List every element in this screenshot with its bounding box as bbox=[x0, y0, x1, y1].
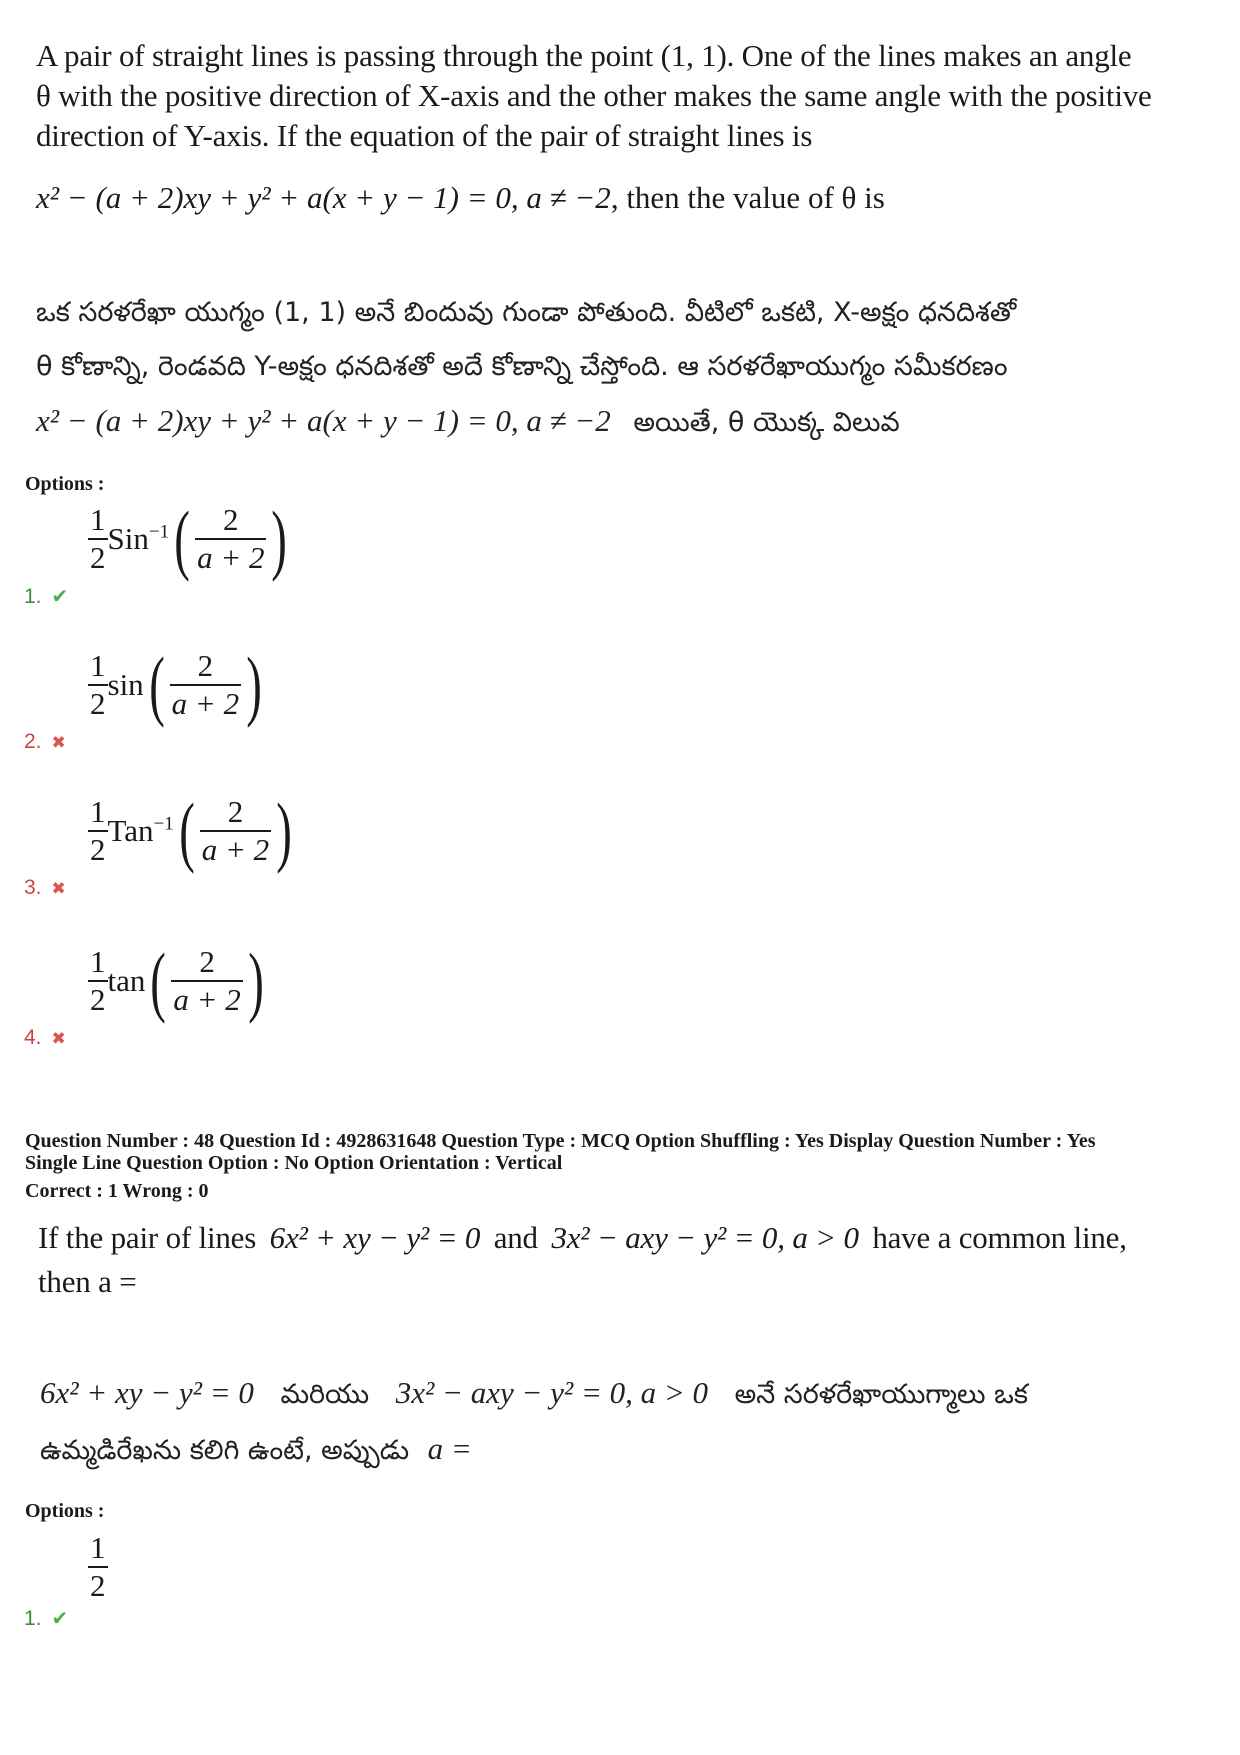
q48-telugu-eq1: 6x² + xy − y² = 0 bbox=[40, 1375, 254, 1410]
q47-option-3[interactable] bbox=[24, 787, 724, 912]
q48-telugu-eq2: 3x² − axy − y² = 0, a > 0 bbox=[395, 1375, 709, 1410]
q48-english-line1 bbox=[38, 1218, 1218, 1258]
cross-icon: ✖ bbox=[51, 1029, 66, 1048]
left-paren: ( bbox=[148, 641, 165, 728]
function-name: Tan$^{-1}$ bbox=[107, 813, 174, 848]
q48-option-1-marker bbox=[24, 1606, 68, 1631]
q47-english-line1: A pair of straight lines is passing through the point (1, 1). One of the lines makes an angle bbox=[36, 38, 1132, 73]
q47-telugu-text bbox=[36, 286, 1016, 450]
q47-telugu-line2: θ కోణాన్ని, రెండవది Y-అక్షం ధనదిశతో అదే కోణాన్ని చేస్తోంది. ఆ సరళరేఖాయుగ్మం సమీకరణం bbox=[36, 351, 1008, 382]
q48-eq2: 3x² − axy − y² = 0, a > 0 bbox=[551, 1220, 859, 1255]
q48-option-1-expression bbox=[88, 1530, 108, 1604]
argument-fraction: $\frac{2}{a + 2}$ bbox=[197, 502, 265, 575]
right-paren: ) bbox=[276, 787, 292, 874]
q48-english-line2: then a = bbox=[38, 1264, 137, 1299]
q47-telugu-line3 bbox=[36, 394, 1016, 450]
q47-english-line2: θ with the positive direction of X-axis and the other makes the same angle with the positive bbox=[36, 78, 1152, 113]
left-paren: ( bbox=[150, 937, 167, 1024]
check-icon: ✔ bbox=[51, 586, 69, 608]
right-paren: ) bbox=[271, 495, 288, 582]
coefficient-fraction: $\frac{1}{2}$ bbox=[90, 648, 106, 721]
q48-english-and: and bbox=[493, 1220, 538, 1255]
cross-icon: ✖ bbox=[51, 733, 66, 752]
left-paren: ( bbox=[178, 787, 195, 874]
right-paren: ) bbox=[246, 641, 262, 728]
q47-telugu-line1: ఒక సరళరేఖా యుగ్మం (1, 1) అనే బిందువు గుండా పోతుంది. వీటిలో ఒకటి, X-అక్షం ధనదిశతో bbox=[36, 297, 1017, 328]
q47-english-text bbox=[36, 36, 1216, 156]
right-paren: ) bbox=[247, 937, 264, 1024]
coefficient-fraction: $\frac{1}{2}$ bbox=[90, 794, 106, 867]
q48-eq1: 6x² + xy − y² = 0 bbox=[269, 1220, 481, 1255]
q47-option-4-expression bbox=[88, 937, 269, 1024]
q48-telugu-and: మరియు bbox=[280, 1379, 370, 1410]
q47-option-3-expression bbox=[88, 787, 297, 874]
q48-telugu-line2 bbox=[40, 1422, 1028, 1478]
q47-option-3-marker bbox=[24, 876, 66, 900]
q48-options-label: Options : bbox=[25, 1500, 105, 1522]
q48-telugu-line2-text: ఉమ్మడిరేఖను కలిగి ఉంటే, అప్పుడు bbox=[40, 1435, 410, 1466]
q47-option-3-number: 3. bbox=[24, 876, 42, 899]
q47-option-1-marker bbox=[24, 584, 68, 609]
q48-telugu-line1-tail: అనే సరళరేఖాయుగ్మాలు ఒక bbox=[734, 1379, 1028, 1410]
cross-icon: ✖ bbox=[51, 879, 66, 898]
q47-english-tail: , then the value of θ is bbox=[610, 180, 885, 215]
q47-option-2[interactable] bbox=[24, 641, 724, 766]
q48-option-1[interactable] bbox=[24, 1530, 424, 1640]
q47-option-1-number: 1. bbox=[24, 585, 42, 608]
q48-english-line1-a: If the pair of lines bbox=[38, 1220, 257, 1255]
q47-option-2-marker bbox=[24, 730, 66, 754]
argument-fraction: $\frac{2}{a + 2}$ bbox=[201, 794, 270, 867]
answer-fraction: $\frac{1}{2}$ bbox=[90, 1530, 106, 1603]
q47-equation: x² − (a + 2)xy + y² + a(x + y − 1) = 0, a ≠ −2 bbox=[36, 180, 611, 215]
q47-english-line3: direction of Y-axis. If the equation of the pair of straight lines is bbox=[36, 118, 813, 153]
q47-option-1[interactable] bbox=[24, 495, 724, 620]
function-name: tan bbox=[107, 963, 146, 998]
q48-telugu-line2-var: a = bbox=[427, 1431, 472, 1466]
q47-option-2-expression bbox=[88, 641, 267, 728]
q47-option-4[interactable] bbox=[24, 937, 724, 1062]
q48-meta-line3: Correct : 1 Wrong : 0 bbox=[25, 1180, 209, 1202]
q47-equation-row bbox=[36, 180, 885, 216]
argument-fraction: $\frac{2}{a + 2}$ bbox=[171, 648, 240, 721]
q48-option-1-number: 1. bbox=[24, 1607, 42, 1630]
q47-options-label: Options : bbox=[25, 473, 105, 495]
function-name: Sin$^{-1}$ bbox=[107, 521, 170, 556]
left-paren: ( bbox=[174, 495, 190, 582]
q48-meta-line1: Question Number : 48 Question Id : 4928631648 Question Type : MCQ Option Shuffling : Yes Display Question Number : Yes bbox=[25, 1130, 1096, 1152]
q48-meta bbox=[25, 1130, 1095, 1202]
q48-telugu-line1 bbox=[40, 1366, 1028, 1422]
q47-option-4-number: 4. bbox=[24, 1026, 42, 1049]
q48-meta-line2: Single Line Question Option : No Option Orientation : Vertical bbox=[25, 1152, 563, 1174]
q47-option-4-marker bbox=[24, 1026, 66, 1050]
q48-english-text bbox=[38, 1218, 1218, 1302]
q48-english-line1-b: have a common line, bbox=[872, 1220, 1127, 1255]
q48-telugu-text bbox=[40, 1366, 1028, 1478]
check-icon: ✔ bbox=[51, 1608, 69, 1630]
function-name: sin bbox=[107, 667, 144, 702]
q47-telugu-tail: అయితే, θ యొక్క విలువ bbox=[633, 407, 900, 438]
q47-option-1-expression bbox=[88, 495, 292, 582]
q47-telugu-equation: x² − (a + 2)xy + y² + a(x + y − 1) = 0, a ≠ −2 bbox=[36, 403, 611, 438]
coefficient-fraction: $\frac{1}{2}$ bbox=[90, 944, 106, 1017]
q47-option-2-number: 2. bbox=[24, 730, 42, 753]
coefficient-fraction: $\frac{1}{2}$ bbox=[90, 502, 106, 575]
argument-fraction: $\frac{2}{a + 2}$ bbox=[173, 944, 241, 1017]
